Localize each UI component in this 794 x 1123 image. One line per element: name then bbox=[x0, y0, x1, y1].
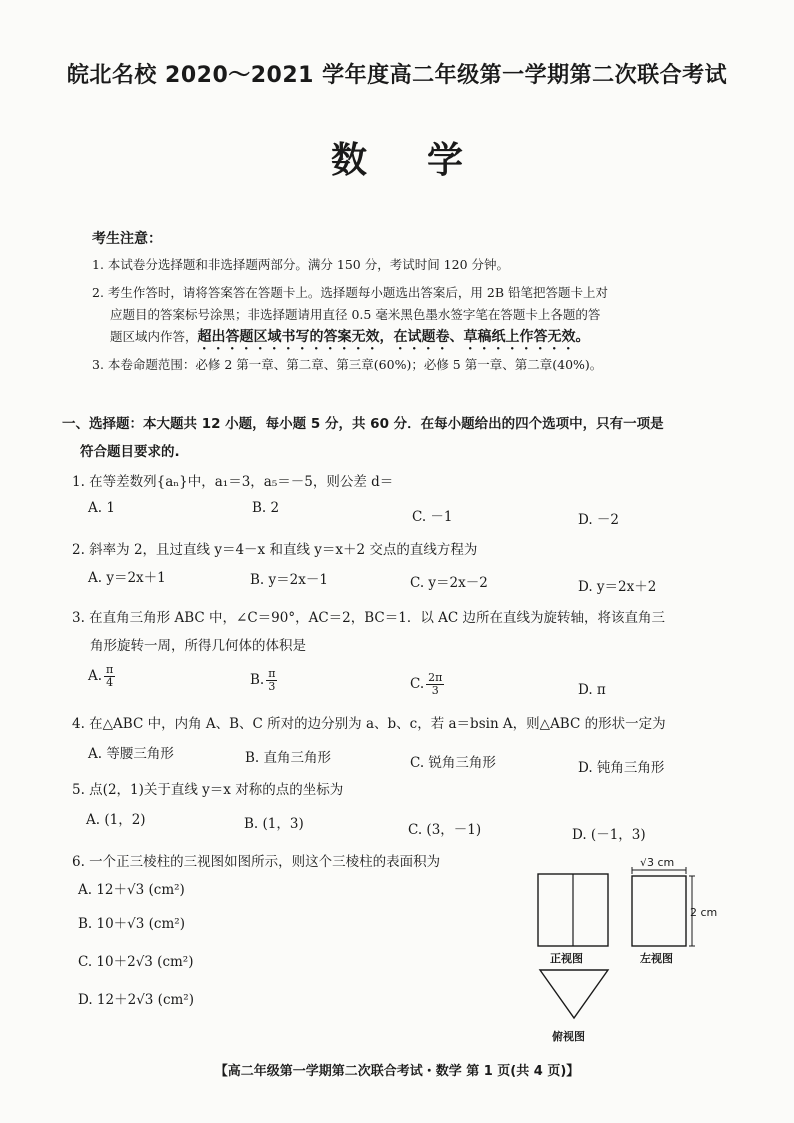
fraction: $\frac{\pi}{3}$ bbox=[268, 667, 276, 693]
page-footer: 【高二年级第一学期第二次联合考试・数学 第 1 页(共 4 页)】 bbox=[214, 1064, 580, 1079]
question-3-option-b: B. $\frac{\pi}{3}$ bbox=[250, 667, 276, 693]
question-1-option-b: B. 2 bbox=[252, 500, 280, 516]
notice-emphasis-2: 在试题卷、草稿纸上作答无效 bbox=[393, 329, 576, 345]
question-6-option-c: C. 10＋2√3 (cm²) bbox=[78, 954, 194, 970]
top-view-triangle bbox=[540, 970, 608, 1018]
question-1-option-a: A. 1 bbox=[88, 500, 115, 516]
question-4-option-b: B. 直角三角形 bbox=[245, 750, 332, 766]
question-4-option-a: A. 等腰三角形 bbox=[88, 746, 174, 762]
question-5-option-d: D. (－1，3) bbox=[572, 827, 646, 843]
question-3-stem-line1: 3. 在直角三角形 ABC 中，∠C＝90°，AC＝2，BC＝1．以 AC 边所在直线为旋转轴，将该直角三 bbox=[72, 610, 665, 626]
question-2-option-b: B. y＝2x－1 bbox=[250, 572, 328, 588]
notice-item-1: 1. 本试卷分选择题和非选择题两部分。满分 150 分，考试时间 120 分钟。 bbox=[92, 257, 510, 272]
question-6-option-a: A. 12＋√3 (cm²) bbox=[78, 882, 185, 898]
width-dimension-label: √3 cm bbox=[640, 858, 675, 869]
question-3-option-a: A. $\frac{\pi}{4}$ bbox=[88, 663, 114, 689]
section-heading: 一、选择题：本大题共 12 小题，每小题 5 分，共 60 分．在每小题给出的四个选项中，只有一项是 符合题目要求的. bbox=[62, 416, 664, 460]
question-2-option-c: C. y＝2x－2 bbox=[410, 575, 488, 591]
side-view-rect bbox=[632, 876, 686, 946]
notice-emphasis-1: 超出答题区域书写的答案无效 bbox=[197, 329, 380, 345]
question-2-stem: 2. 斜率为 2，且过直线 y＝4－x 和直线 y＝x＋2 交点的直线方程为 bbox=[72, 542, 478, 558]
question-1-stem: 1. 在等差数列{aₙ}中，a₁＝3，a₅＝－5，则公差 d＝ bbox=[72, 474, 394, 490]
fraction: $\frac{\pi}{4}$ bbox=[106, 663, 114, 689]
question-1-option-c: C. －1 bbox=[412, 509, 453, 525]
question-2-option-d: D. y＝2x＋2 bbox=[578, 579, 657, 595]
front-view-label: 正视图 bbox=[550, 952, 583, 965]
question-5-option-b: B. (1，3) bbox=[244, 816, 304, 832]
subject-title: 数学 bbox=[330, 140, 523, 181]
question-6-option-b: B. 10＋√3 (cm²) bbox=[78, 916, 185, 932]
notice-item-2: 2. 考生作答时，请将答案答在答题卡上。选择题每小题选出答案后，用 2B 铅笔把答题卡上对 应题目的答案标号涂黑；非选择题请用直径 0.5 毫米黑色墨水签字笔在答题卡上各题的答 题区域内作答，超出答题区域书写的答案无效，在试题卷、草稿纸上作答无效。 bbox=[92, 285, 608, 345]
top-view-label: 俯视图 bbox=[552, 1030, 585, 1043]
side-view-label: 左视图 bbox=[640, 952, 673, 965]
question-3-stem-line2: 角形旋转一周，所得几何体的体积是 bbox=[90, 638, 306, 654]
question-4-option-c: C. 锐角三角形 bbox=[410, 755, 496, 771]
three-view-figure bbox=[528, 858, 728, 1058]
three-view-drawing bbox=[528, 858, 728, 1058]
question-4-stem: 4. 在△ABC 中，内角 A、B、C 所对的边分别为 a、b、c，若 a＝bsin A，则△ABC 的形状一定为 bbox=[72, 716, 666, 732]
question-6-option-d: D. 12＋2√3 (cm²) bbox=[78, 992, 194, 1008]
question-6-stem: 6. 一个正三棱柱的三视图如图所示，则这个三棱柱的表面积为 bbox=[72, 854, 441, 870]
fraction: $\frac{2\pi}{3}$ bbox=[428, 671, 443, 697]
question-3-option-c: C. $\frac{2\pi}{3}$ bbox=[410, 671, 443, 697]
question-2-option-a: A. y＝2x＋1 bbox=[88, 570, 166, 586]
notice-heading: 考生注意： bbox=[92, 231, 162, 247]
question-4-option-d: D. 钝角三角形 bbox=[578, 760, 665, 776]
notice-item-3: 3. 本卷命题范围：必修 2 第一章、第二章、第三章(60%)；必修 5 第一章、第二章(40%)。 bbox=[92, 357, 603, 372]
question-1-option-d: D. －2 bbox=[578, 512, 620, 528]
question-5-stem: 5. 点(2，1)关于直线 y＝x 对称的点的坐标为 bbox=[72, 782, 344, 798]
question-5-option-c: C. (3，－1) bbox=[408, 822, 482, 838]
question-5-option-a: A. (1，2) bbox=[86, 812, 146, 828]
question-3-option-d: D. π bbox=[578, 682, 606, 698]
exam-title: 皖北名校 2020～2021 学年度高二年级第一学期第二次联合考试 bbox=[66, 63, 728, 88]
height-dimension-label: 2 cm bbox=[690, 906, 718, 919]
